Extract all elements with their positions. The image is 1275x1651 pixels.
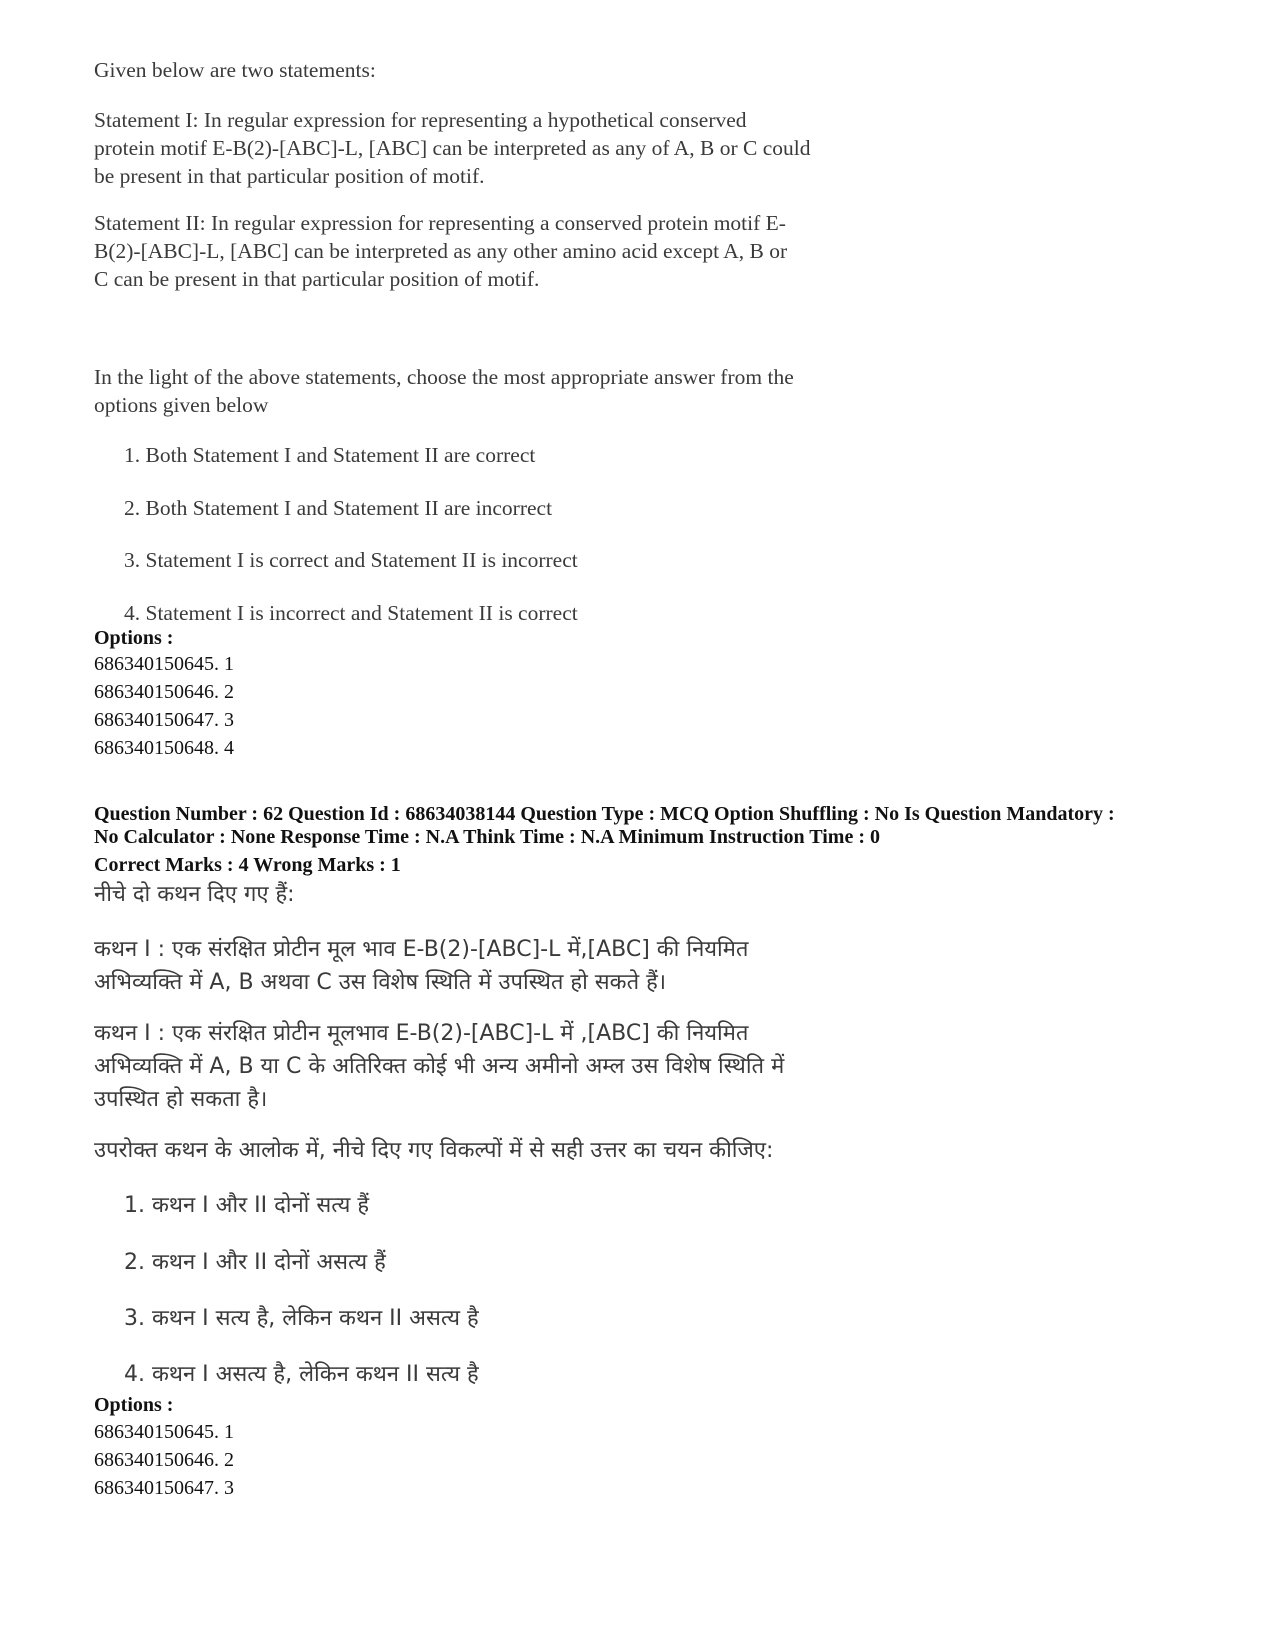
- q62-marks: Correct Marks : 4 Wrong Marks : 1: [94, 854, 401, 876]
- q61-option-id-2: 686340150646. 2: [94, 681, 234, 703]
- q62-intro: नीचे दो कथन दिए गए हैं:: [94, 882, 295, 907]
- q62-choice-2: 2. कथन I और II दोनों असत्य हैं: [124, 1250, 386, 1275]
- q62-meta-line-2: No Calculator : None Response Time : N.A Think Time : N.A Minimum Instruction Time : 0: [94, 826, 880, 848]
- q62-prompt: उपरोक्त कथन के आलोक में, नीचे दिए गए विकल्पों में से सही उत्तर का चयन कीजिए:: [94, 1138, 774, 1163]
- q62-choice-3: 3. कथन I सत्य है, लेकिन कथन II असत्य है: [124, 1306, 479, 1331]
- q62-options-label: Options :: [94, 1394, 174, 1416]
- q61-option-id-4: 686340150648. 4: [94, 737, 234, 759]
- q62-meta-line-1: Question Number : 62 Question Id : 68634038144 Question Type : MCQ Option Shuffling : No Is Question Mandatory :: [94, 803, 1115, 825]
- q61-option-id-1: 686340150645. 1: [94, 653, 234, 675]
- q61-statement-2: Statement II: In regular expression for representing a conserved protein motif E- B(2)-[ABC]-L, [ABC] can be interpreted as any other amino acid except A, B or C can be present in that particular position of motif.: [94, 211, 788, 291]
- q61-choice-2: 2. Both Statement I and Statement II are incorrect: [124, 496, 553, 520]
- q62-statement-2: कथन I : एक संरक्षित प्रोटीन मूलभाव E-B(2)-[ABC]-L में ,[ABC] की नियमित अभिव्यक्ति में A, B या C के अतिरिक्त कोई भी अन्य अमीनो अम्ल उस विशेष स्थिति में उपस्थित हो सकता है।: [94, 1021, 785, 1112]
- q62-option-id-1: 686340150645. 1: [94, 1421, 234, 1443]
- q61-option-id-3: 686340150647. 3: [94, 709, 234, 731]
- q62-statement-1: कथन I : एक संरक्षित प्रोटीन मूल भाव E-B(2)-[ABC]-L में,[ABC] की नियमित अभिव्यक्ति में A, B अथवा C उस विशेष स्थिति में उपस्थित हो सकते हैं।: [94, 937, 749, 995]
- q62-option-id-2: 686340150646. 2: [94, 1449, 234, 1471]
- q62-choice-1: 1. कथन I और II दोनों सत्य हैं: [124, 1193, 370, 1218]
- q62-option-id-3: 686340150647. 3: [94, 1477, 234, 1499]
- q61-choice-1: 1. Both Statement I and Statement II are correct: [124, 443, 536, 467]
- q61-intro: Given below are two statements:: [94, 58, 376, 82]
- q61-choice-4: 4. Statement I is incorrect and Statement II is correct: [124, 601, 578, 625]
- q61-statement-1: Statement I: In regular expression for representing a hypothetical conserved protein motif E-B(2)-[ABC]-L, [ABC] can be interpreted as any of A, B or C could be present in that particular position of motif.: [94, 108, 811, 188]
- q61-choice-3: 3. Statement I is correct and Statement II is incorrect: [124, 548, 578, 572]
- q62-choice-4: 4. कथन I असत्य है, लेकिन कथन II सत्य है: [124, 1362, 479, 1387]
- q61-options-label: Options :: [94, 627, 174, 649]
- q61-prompt: In the light of the above statements, choose the most appropriate answer from the options given below: [94, 365, 794, 417]
